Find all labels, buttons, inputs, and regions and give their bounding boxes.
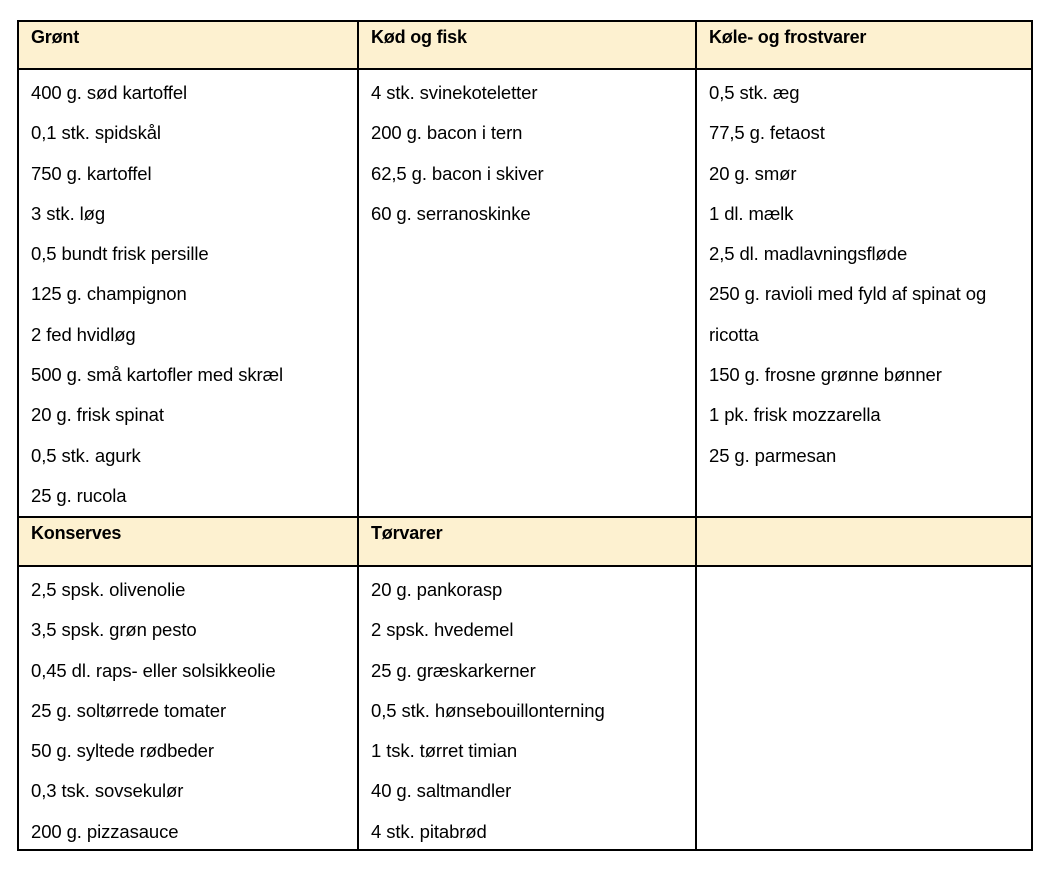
section-header-kole-og-frostvarer xyxy=(697,22,1031,70)
item-list xyxy=(371,570,687,852)
list-item: 2,5 spsk. olivenolie xyxy=(31,579,186,600)
section-header-gront xyxy=(19,22,357,70)
list-item: 500 g. små kartofler med skræl xyxy=(31,364,283,386)
list-item: 2 fed hvidløg xyxy=(31,323,136,345)
section-body-torvarer xyxy=(359,567,695,851)
item-list xyxy=(709,73,1023,476)
section-title: Køle- og frostvarer xyxy=(709,27,867,47)
list-item: 60 g. serranoskinke xyxy=(371,202,531,224)
section-body-kod-og-fisk xyxy=(359,70,695,516)
list-item: 0,5 stk. agurk xyxy=(31,444,141,466)
section-body-gront xyxy=(19,70,357,516)
list-item: 40 g. saltmandler xyxy=(371,780,512,802)
section-title: Grønt xyxy=(31,27,79,47)
list-item: 125 g. champignon xyxy=(31,283,187,305)
section-header-empty xyxy=(697,518,1031,567)
list-item: 3,5 spsk. grøn pesto xyxy=(31,619,197,641)
item-list xyxy=(31,570,349,852)
item-list xyxy=(31,73,349,516)
section-body-kole-og-frostvarer xyxy=(697,70,1031,516)
section-body-empty xyxy=(697,567,1031,851)
list-item: 0,5 bundt frisk persille xyxy=(31,243,209,265)
list-item: 1 pk. frisk mozzarella xyxy=(709,404,881,426)
section-title: Tørvarer xyxy=(371,523,443,543)
list-item: 200 g. bacon i tern xyxy=(371,122,523,144)
list-item: 50 g. syltede rødbeder xyxy=(31,740,214,762)
list-item: 0,1 stk. spidskål xyxy=(31,122,161,144)
list-item: 0,3 tsk. sovsekulør xyxy=(31,780,184,802)
list-item: 3 stk. løg xyxy=(31,202,106,224)
item-list xyxy=(371,73,687,234)
list-item: 77,5 g. fetaost xyxy=(709,122,825,144)
list-item: 0,45 dl. raps- eller solsikkeolie xyxy=(31,659,276,681)
list-item: 4 stk. pitabrød xyxy=(371,820,487,842)
list-item: 250 g. ravioli med fyld af spinat og ricotta xyxy=(709,283,987,345)
list-item: 200 g. pizzasauce xyxy=(31,820,179,842)
section-header-kod-og-fisk xyxy=(359,22,695,70)
list-item: 20 g. frisk spinat xyxy=(31,404,164,426)
list-item: 20 g. pankorasp xyxy=(371,579,503,600)
list-item: 25 g. parmesan xyxy=(709,444,837,466)
list-item: 2 spsk. hvedemel xyxy=(371,619,514,641)
section-header-konserves xyxy=(19,518,357,567)
list-item: 25 g. græskarkerner xyxy=(371,659,536,681)
list-item: 20 g. smør xyxy=(709,162,797,184)
list-item: 2,5 dl. madlavningsfløde xyxy=(709,243,908,265)
list-item: 4 stk. svinekoteletter xyxy=(371,82,538,103)
list-item: 150 g. frosne grønne bønner xyxy=(709,364,942,386)
list-item: 400 g. sød kartoffel xyxy=(31,82,188,103)
list-item: 62,5 g. bacon i skiver xyxy=(371,162,544,184)
section-header-torvarer xyxy=(359,518,695,567)
list-item: 750 g. kartoffel xyxy=(31,162,152,184)
section-title: Konserves xyxy=(31,523,122,543)
list-item: 1 dl. mælk xyxy=(709,202,794,224)
section-body-konserves xyxy=(19,567,357,851)
list-item: 25 g. rucola xyxy=(31,484,127,506)
list-item: 0,5 stk. æg xyxy=(709,82,800,103)
section-title: Kød og fisk xyxy=(371,27,467,47)
list-item: 0,5 stk. hønsebouillonterning xyxy=(371,699,605,721)
list-item: 25 g. soltørrede tomater xyxy=(31,699,227,721)
list-item: 1 tsk. tørret timian xyxy=(371,740,518,762)
shopping-list-table xyxy=(17,20,1033,851)
